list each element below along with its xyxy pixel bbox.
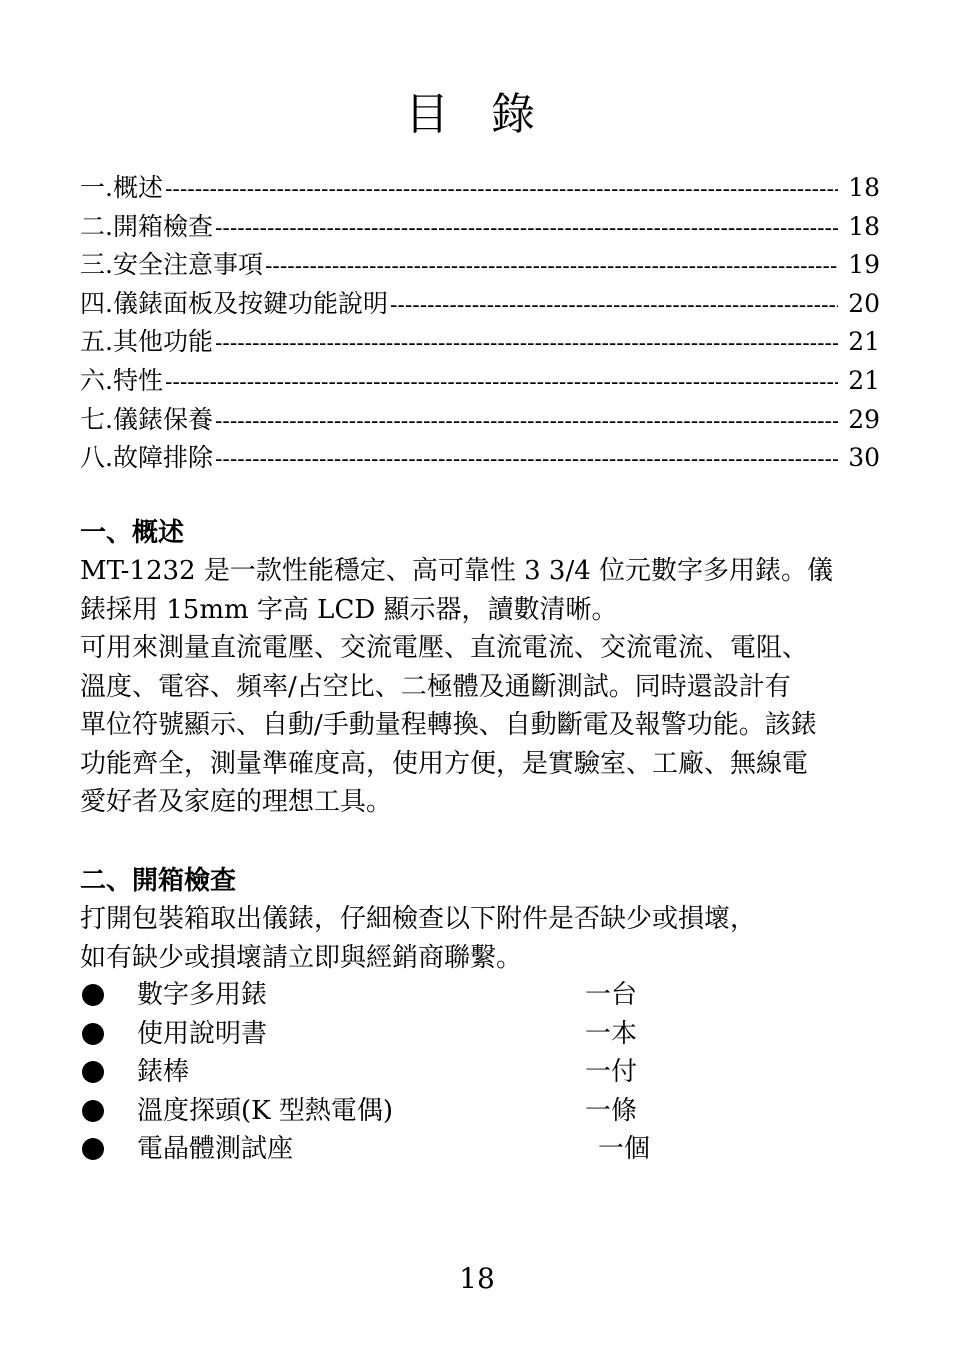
section-unboxing (80, 862, 900, 977)
toc-leader (265, 250, 838, 279)
toc-label: 八.故障排除 (80, 443, 213, 473)
toc-label: 二.開箱檢查 (80, 211, 213, 241)
item-quantity: 一台 (585, 980, 638, 1010)
toc-entry[interactable] (80, 245, 880, 284)
body-line: 錶採用 15mm 字高 LCD 顯示器，讀數清晰。 (80, 594, 618, 625)
table-of-contents (80, 168, 880, 477)
bullet-icon (82, 1100, 104, 1122)
toc-leader (215, 443, 838, 472)
toc-page: 18 (848, 173, 880, 202)
bullet-icon (82, 984, 104, 1006)
toc-leader (165, 366, 838, 395)
body-line: 打開包裝箱取出儀錶，仔細檢查以下附件是否缺少或損壞， (80, 904, 757, 934)
body-line: 溫度、電容、頻率/占空比、二極體及通斷測試。同時還設計有 (80, 671, 791, 702)
item-name: 電晶體測試座 (137, 1134, 294, 1164)
item-name: 使用說明書 (137, 1018, 268, 1049)
page-number: 18 (459, 1262, 495, 1295)
section-overview (80, 514, 900, 822)
body-line: 單位符號顯示、自動/手動量程轉換、自動斷電及報警功能。該錶 (80, 710, 817, 740)
item-quantity: 一個 (598, 1134, 651, 1164)
toc-entry[interactable] (80, 168, 880, 207)
body-line: 如有缺少或損壞請立即與經銷商聯繫。 (80, 942, 523, 973)
list-item (80, 976, 720, 1015)
bullet-icon (82, 1023, 104, 1045)
body-line: 愛好者及家庭的理想工具。 (80, 787, 393, 817)
section-heading: 二、開箱檢查 (80, 866, 237, 896)
list-item (80, 1015, 720, 1054)
body-line: 功能齊全，測量準確度高，使用方便，是實驗室、工廠、無線電 (80, 748, 809, 779)
toc-page: 21 (848, 327, 880, 357)
toc-page: 30 (848, 443, 880, 473)
toc-entry[interactable] (80, 322, 880, 361)
toc-entry[interactable] (80, 400, 880, 439)
toc-label: 一.概述 (80, 173, 163, 202)
item-name: 錶棒 (137, 1057, 190, 1087)
item-name: 溫度探頭(K 型熱電偶) (137, 1095, 393, 1126)
bullet-icon (82, 1061, 104, 1083)
toc-label: 七.儀錶保養 (80, 404, 213, 434)
toc-page: 29 (848, 404, 880, 434)
list-item (80, 1092, 720, 1131)
toc-page: 20 (848, 288, 880, 318)
toc-page: 19 (848, 250, 880, 280)
toc-entry[interactable] (80, 361, 880, 400)
section-heading: 一、概述 (80, 518, 185, 548)
toc-label: 三.安全注意事項 (80, 250, 263, 280)
item-quantity: 一付 (585, 1057, 638, 1087)
list-item (80, 1053, 720, 1092)
toc-entry[interactable] (80, 207, 880, 246)
body-line: 可用來測量直流電壓、交流電壓、直流電流、交流電流、電阻、 (80, 633, 809, 663)
item-quantity: 一本 (585, 1018, 638, 1049)
accessory-list (80, 976, 720, 1169)
toc-page: 18 (848, 211, 880, 241)
toc-leader (165, 173, 838, 202)
page-title: 目 錄 (405, 89, 549, 140)
toc-entry[interactable] (80, 438, 880, 477)
list-item (80, 1130, 720, 1169)
toc-leader (390, 289, 838, 318)
toc-label: 六.特性 (80, 365, 163, 395)
toc-leader (215, 327, 838, 356)
toc-label: 五.其他功能 (80, 327, 213, 357)
toc-page: 21 (848, 365, 880, 395)
item-name: 數字多用錶 (137, 980, 268, 1010)
toc-label: 四.儀錶面板及按鍵功能說明 (80, 288, 388, 318)
toc-entry[interactable] (80, 284, 880, 323)
body-line: MT-1232 是一款性能穩定、高可靠性 3 3/4 位元數字多用錶。儀 (80, 556, 834, 586)
bullet-icon (82, 1138, 104, 1160)
toc-leader (215, 405, 838, 434)
item-quantity: 一條 (585, 1095, 638, 1126)
toc-leader (215, 212, 838, 241)
